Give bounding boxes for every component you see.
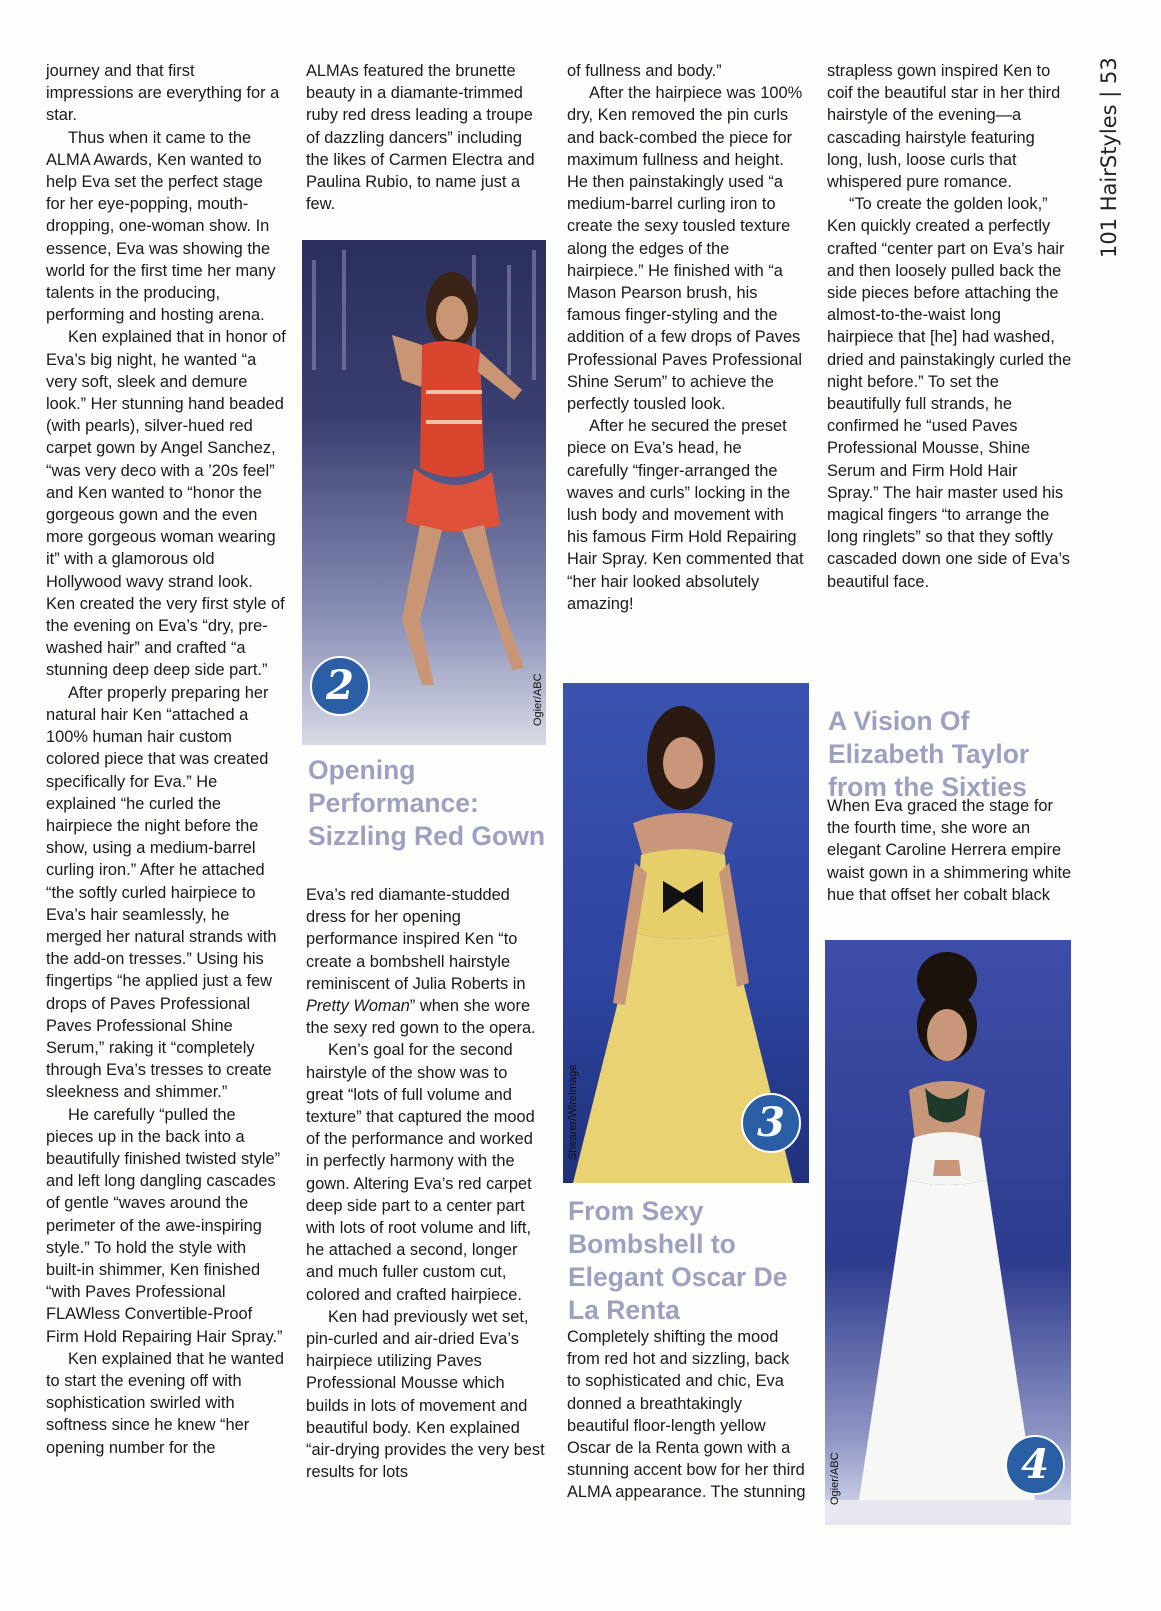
paragraph: Ken’s goal for the second hairstyle of the show was to great “lots of full volume and texture” that captured the mood of the performance and worked in perfectly harmony with the gown. Altering Eva’s red carpet deep side part to a center part with lots of root volume and lift, he attached a second, longer and much fuller custom cut, colored and crafted hairpiece. (306, 1041, 535, 1304)
column-3-bottom (567, 1326, 807, 1504)
paragraph: Eva’s red diamante-studded dress for her opening performance inspired Ken “to create a bombshell hairstyle reminiscent of Julia Roberts in Pretty Woman” when she wore the sexy red gown to the opera. (306, 886, 536, 1038)
running-head: 101 HairStyles | 53 (1097, 57, 1121, 258)
paragraph: He carefully “pulled the pieces up in the back into a beautifully finished twisted style” and left long dangling cascades of gentle “waves around the perimeter of the awe-inspiring style.” To hold the style with built-in shimmer, Ken finished “with Paves Professional FLAWless Convertible-Proof Firm Hold Repairing Hair Spray.” (46, 1105, 283, 1346)
photo-credit: Shearer/WireImage (567, 1064, 579, 1160)
column-4-top (827, 60, 1072, 593)
column-2-top (306, 60, 546, 215)
column-4-bottom (827, 795, 1072, 906)
paragraph: Ken had previously wet set, pin-curled and air-dried Eva’s hairpiece utilizing Paves Professional Mousse which builds in lots of movement and beautiful body. Ken explained “air-drying provides the very best results for lots (306, 1307, 545, 1482)
section-heading: From Sexy Bombshell to Elegant Oscar De La Renta (568, 1196, 788, 1325)
section-number-badge: 4 (1005, 1435, 1065, 1495)
section-heading: Opening Performance: Sizzling Red Gown (308, 755, 546, 851)
column-3-top (567, 60, 807, 615)
paragraph: of fullness and body.” (567, 62, 722, 80)
paragraph: When Eva graced the stage for the fourth time, she wore an elegant Caroline Herrera empire waist gown in a shimmering white hue that offset her cobalt black (827, 797, 1072, 904)
paragraph: “To create the golden look,” Ken quickly created a perfectly crafted “center part on Eva’s hair and then loosely pulled back the side pieces before attaching the almost-to-the-waist long hairpiece that [he] had washed, dried and painstakingly curled the night before.” To set the beautifully full strands, he confirmed he “used Paves Professional Mousse, Shine Serum and Firm Hold Hair Spray.” The hair master used his magical fingers “to arrange the long ringlets” so that they softly cascaded down one side of Eva’s beautiful face. (827, 195, 1072, 591)
paragraph: Thus when it came to the ALMA Awards, Ken wanted to help Eva set the perfect stage for her eye-popping, mouth-dropping, one-woman show. In essence, Eva was showing the world for the first time her many talents in the producing, performing and hosting arena. (46, 128, 276, 325)
section-number-badge: 3 (741, 1093, 801, 1153)
paragraph: Completely shifting the mood from red hot and sizzling, back to sophisticated and chic, Eva donned a breathtakingly beautiful floor-length yellow Oscar de la Renta gown with a stunning accent bow for her third ALMA appearance. The stunning (567, 1328, 806, 1502)
paragraph: Ken explained that in honor of Eva’s big night, he wanted “a very soft, sleek and demure look.” Her stunning hand beaded (with pearls), silver-hued red carpet gown by Angel Sanchez, “was very deco with a ’20s feel” and Ken wanted to “honor the gorgeous gown and the even more gorgeous woman wearing it” with a glamorous old Hollywood wavy strand look. Ken created the very first style of the evening on Eva’s “dry, pre-washed hair” and crafted “a stunning deep deep side part.” (46, 328, 286, 680)
paragraph: Ken explained that he wanted to start the evening off with sophistication swirled with softness since he knew “her opening number for the (46, 1349, 284, 1457)
section-heading: A Vision Of Elizabeth Taylor from the Sixties (828, 706, 1030, 802)
paragraph: After properly preparing her natural hair Ken “attached a 100% human hair custom colored piece that was created specifically for Eva.” He explained “he curled the hairpiece the night before the show, using a medium-barrel curling iron.” After he attached “the softly curled hairpiece to Eva’s hair seamlessly, he merged her natural strands with the add-on tresses.” Using his fingertips “he applied just a few drops of Paves Professional Paves Professional Shine Serum,” raking it “completely through Eva’s tresses to create sleekness and shimmer.” (46, 683, 277, 1102)
column-2-bottom (306, 884, 546, 1483)
photo-credit: Ogier/ABC (829, 1452, 841, 1505)
column-1 (46, 60, 286, 1459)
paragraph: After he secured the preset piece on Eva’s head, he carefully “finger-arranged the waves and curls” locking in the lush body and movement with his famous Firm Hold Repairing Hair Spray. Ken commented that “her hair looked absolutely amazing! (567, 417, 804, 613)
paragraph: strapless gown inspired Ken to coif the beautiful star in her third hairstyle of the evening—a cascading hairstyle featuring long, lush, loose curls that whispered pure romance. (827, 62, 1061, 192)
paragraph: ALMAs featured the brunette beauty in a diamante-trimmed ruby red dress leading a troupe of dazzling dancers” including the likes of Carmen Electra and Paulina Rubio, to name just a few. (306, 62, 535, 214)
section-number-badge: 2 (310, 656, 370, 716)
photo-credit: Ogier/ABC (532, 673, 544, 726)
paragraph: journey and that first impressions are everything for a star. (46, 62, 280, 125)
film-title: Pretty Woman (306, 997, 410, 1016)
paragraph: After the hairpiece was 100% dry, Ken removed the pin curls and back-combed the piece for maximum fullness and height. He then painstakingly used “a medium-barrel curling iron to create the sexy tousled texture along the edges of the hairpiece.” He finished with “a Mason Pearson brush, his famous finger-styling and the addition of a few drops of Paves Professional Paves Professional Shine Serum” to achieve the perfectly tousled look. (567, 84, 803, 414)
